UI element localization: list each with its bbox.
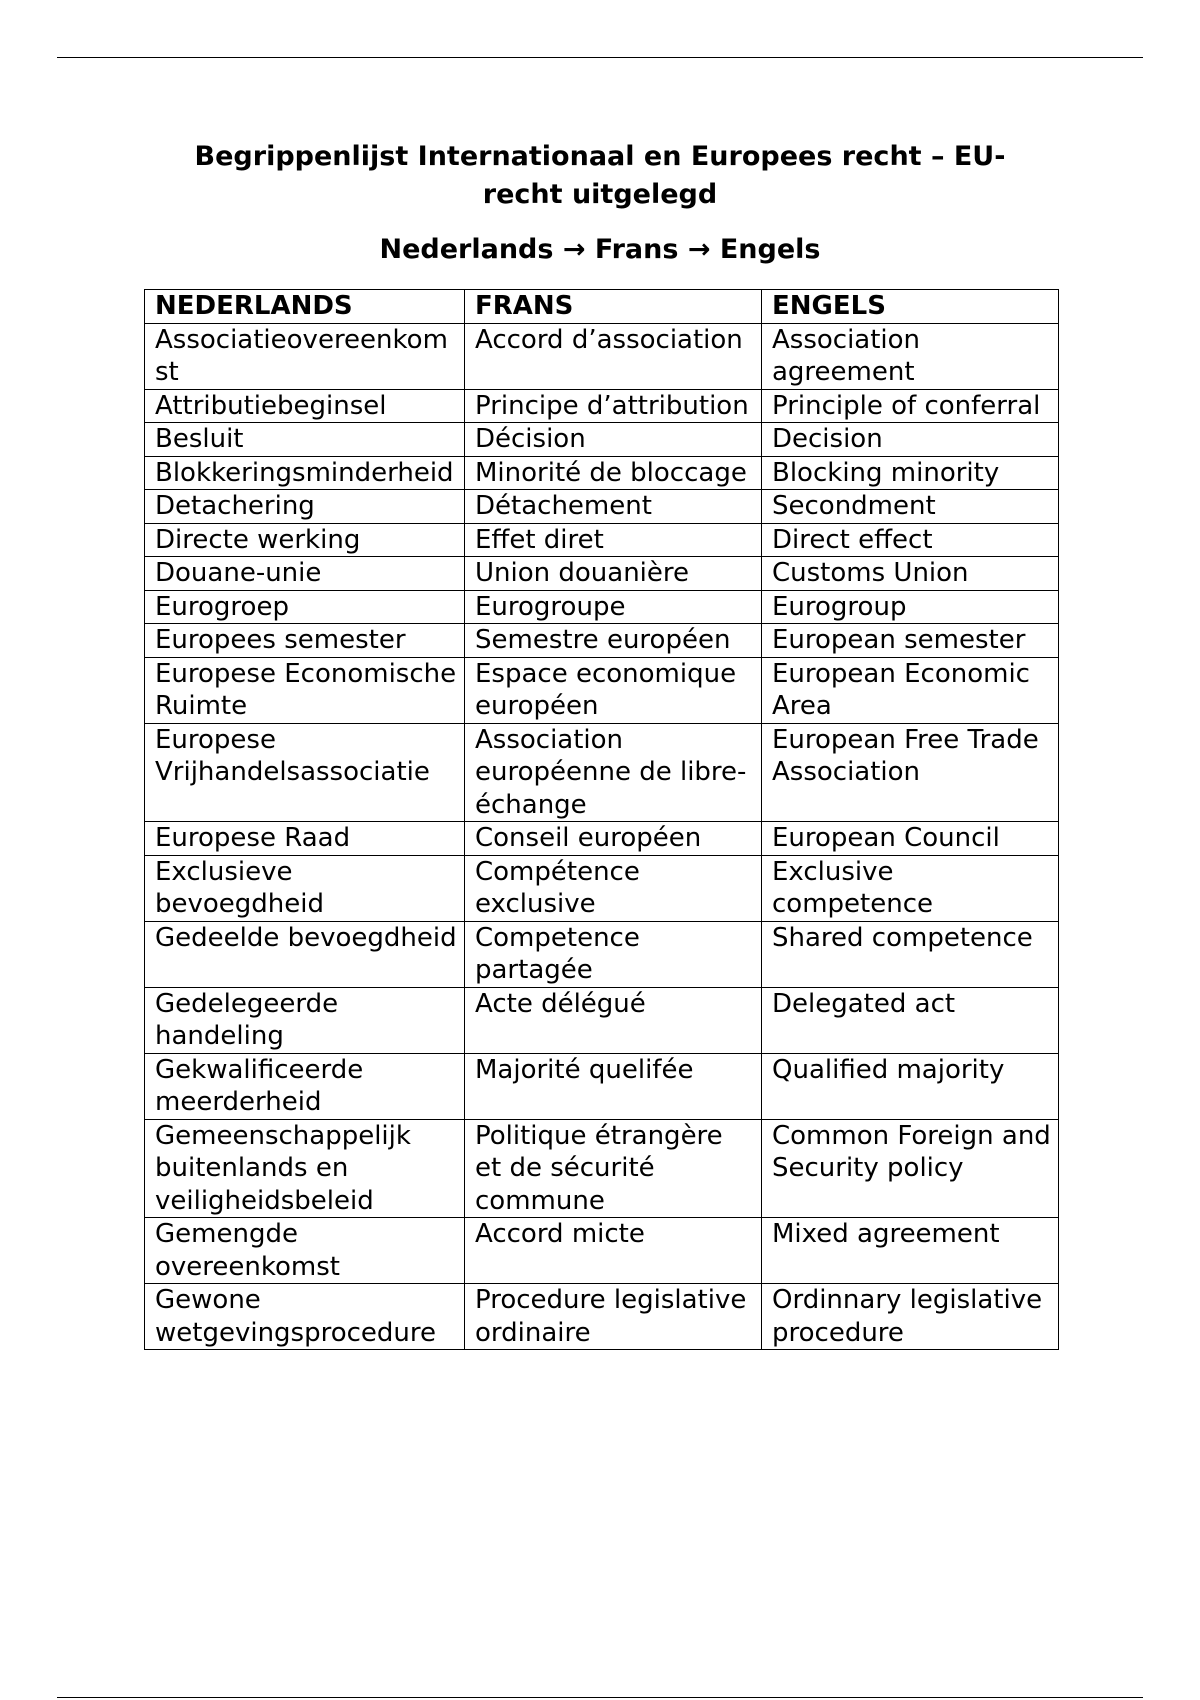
- glossary-table: [144, 289, 1059, 1350]
- cell-dutch: Eurogroep: [145, 590, 465, 624]
- cell-english: Delegated act: [762, 987, 1059, 1053]
- cell-english: Association agreement: [762, 323, 1059, 389]
- table-row: [145, 490, 1059, 524]
- cell-english: Qualified majority: [762, 1053, 1059, 1119]
- cell-dutch: Associatieovereenkomst: [145, 323, 465, 389]
- table-row: [145, 557, 1059, 591]
- table-row: [145, 822, 1059, 856]
- cell-dutch: Europese Vrijhandelsassociatie: [145, 723, 465, 822]
- cell-dutch: Attributiebeginsel: [145, 389, 465, 423]
- table-row: [145, 657, 1059, 723]
- table-row: [145, 423, 1059, 457]
- table-row: [145, 987, 1059, 1053]
- table-row: [145, 590, 1059, 624]
- cell-dutch: Gekwalificeerde meerderheid: [145, 1053, 465, 1119]
- table-row: [145, 1119, 1059, 1218]
- table-row: [145, 456, 1059, 490]
- table-header-row: [145, 290, 1059, 324]
- cell-french: Semestre européen: [465, 624, 762, 658]
- cell-french: Décision: [465, 423, 762, 457]
- column-header-english: ENGELS: [762, 290, 1059, 324]
- cell-dutch: Europese Economische Ruimte: [145, 657, 465, 723]
- document-title: Begrippenlijst Internationaal en Europees recht – EU-recht uitgelegd: [194, 141, 1006, 210]
- cell-french: Minorité de bloccage: [465, 456, 762, 490]
- cell-dutch: Exclusieve bevoegdheid: [145, 855, 465, 921]
- cell-dutch: Douane-unie: [145, 557, 465, 591]
- cell-english: Blocking minority: [762, 456, 1059, 490]
- cell-french: Accord d’association: [465, 323, 762, 389]
- table-row: [145, 323, 1059, 389]
- cell-french: Association européenne de libre-échange: [465, 723, 762, 822]
- cell-dutch: Detachering: [145, 490, 465, 524]
- table-row: [145, 855, 1059, 921]
- cell-english: Mixed agreement: [762, 1218, 1059, 1284]
- cell-english: European Free Trade Association: [762, 723, 1059, 822]
- cell-english: Shared competence: [762, 921, 1059, 987]
- column-header-french: FRANS: [465, 290, 762, 324]
- cell-dutch: Europees semester: [145, 624, 465, 658]
- cell-french: Union douanière: [465, 557, 762, 591]
- column-header-dutch: NEDERLANDS: [145, 290, 465, 324]
- cell-french: Conseil européen: [465, 822, 762, 856]
- cell-french: Majorité quelifée: [465, 1053, 762, 1119]
- table-row: [145, 723, 1059, 822]
- cell-french: Eurogroupe: [465, 590, 762, 624]
- cell-english: Direct effect: [762, 523, 1059, 557]
- cell-french: Accord micte: [465, 1218, 762, 1284]
- cell-french: Principe d’attribution: [465, 389, 762, 423]
- cell-dutch: Gemeenschappelijk buitenlands en veiligheidsbeleid: [145, 1119, 465, 1218]
- table-row: [145, 389, 1059, 423]
- cell-dutch: Gewone wetgevingsprocedure: [145, 1284, 465, 1350]
- cell-french: Competence partagée: [465, 921, 762, 987]
- table-row: [145, 624, 1059, 658]
- table-row: [145, 1053, 1059, 1119]
- cell-english: Customs Union: [762, 557, 1059, 591]
- cell-english: Common Foreign and Security policy: [762, 1119, 1059, 1218]
- document-subtitle: Nederlands → Frans → Engels: [379, 234, 821, 265]
- cell-dutch: Gemengde overeenkomst: [145, 1218, 465, 1284]
- cell-dutch: Besluit: [145, 423, 465, 457]
- cell-french: Effet diret: [465, 523, 762, 557]
- cell-english: Eurogroup: [762, 590, 1059, 624]
- cell-dutch: Gedelegeerde handeling: [145, 987, 465, 1053]
- cell-dutch: Europese Raad: [145, 822, 465, 856]
- cell-english: European Council: [762, 822, 1059, 856]
- footer-rule: [57, 1697, 1143, 1698]
- header-rule: [57, 57, 1143, 58]
- cell-dutch: Directe werking: [145, 523, 465, 557]
- cell-english: Decision: [762, 423, 1059, 457]
- cell-french: Acte délégué: [465, 987, 762, 1053]
- cell-dutch: Blokkeringsminderheid: [145, 456, 465, 490]
- table-row: [145, 1284, 1059, 1350]
- cell-english: Principle of conferral: [762, 389, 1059, 423]
- cell-dutch: Gedeelde bevoegdheid: [145, 921, 465, 987]
- cell-french: Procedure legislative ordinaire: [465, 1284, 762, 1350]
- table-row: [145, 1218, 1059, 1284]
- cell-french: Politique étrangère et de sécurité commune: [465, 1119, 762, 1218]
- cell-english: European semester: [762, 624, 1059, 658]
- cell-english: European Economic Area: [762, 657, 1059, 723]
- table-row: [145, 921, 1059, 987]
- cell-english: Exclusive competence: [762, 855, 1059, 921]
- cell-english: Secondment: [762, 490, 1059, 524]
- cell-french: Détachement: [465, 490, 762, 524]
- cell-english: Ordinnary legislative procedure: [762, 1284, 1059, 1350]
- cell-french: Compétence exclusive: [465, 855, 762, 921]
- table-row: [145, 523, 1059, 557]
- cell-french: Espace economique européen: [465, 657, 762, 723]
